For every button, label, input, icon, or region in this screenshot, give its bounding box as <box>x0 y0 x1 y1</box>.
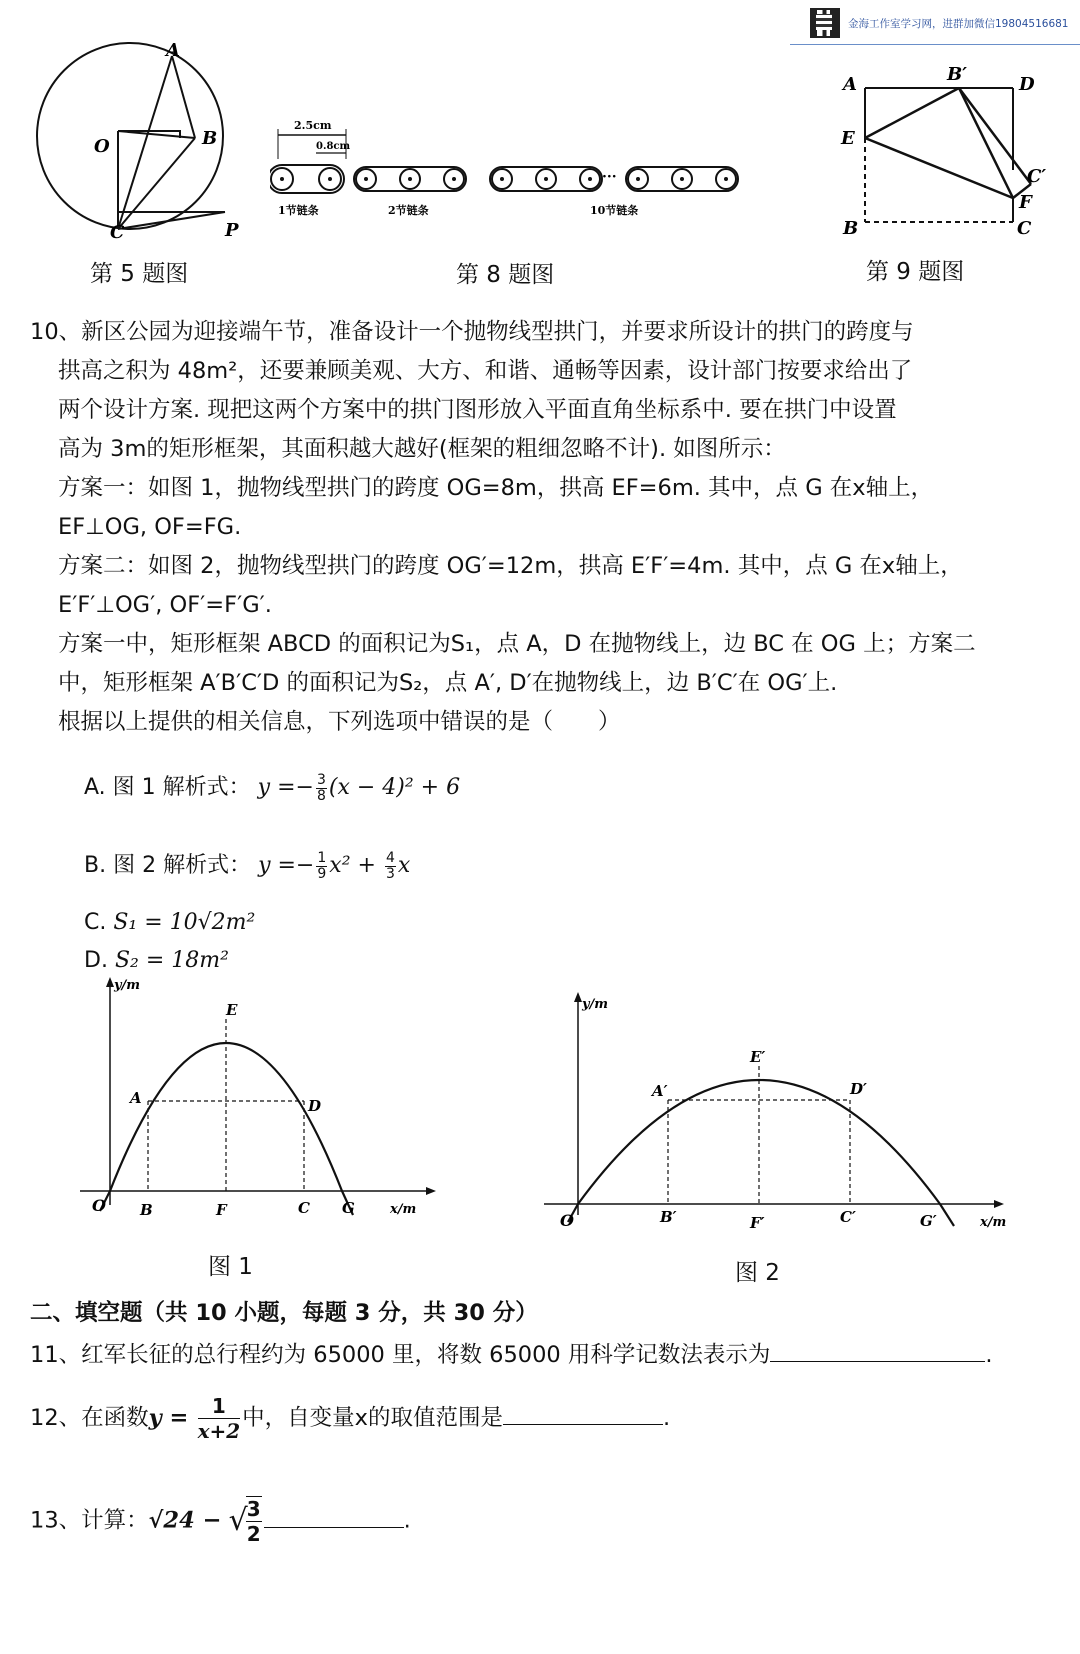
fig1-xlabel: x/m <box>390 1202 417 1217</box>
option-b-num2: 4 <box>385 849 395 866</box>
q13-num: 3 <box>246 1497 261 1521</box>
q12-answer-blank[interactable] <box>503 1424 663 1425</box>
option-b-expr-pre: y =− <box>258 853 315 878</box>
option-a <box>84 770 460 804</box>
q12-post: 中，自变量x的取值范围是 <box>242 1405 503 1431</box>
fig1-label-b: B <box>140 1201 153 1219</box>
q10-line-9: 方案一中，矩形框架 ABCD 的面积记为S₁，点 A，D 在抛物线上，边 BC 在 OG 上；方案二 <box>58 631 976 657</box>
fig8-ellipsis: ··· <box>602 169 617 185</box>
fig2-label-e: E′ <box>750 1048 766 1066</box>
fig8-dim-2: 0.8cm <box>316 141 351 152</box>
fig1-label-f: F <box>216 1201 227 1219</box>
fig1-label-a: A <box>130 1089 142 1107</box>
fig2-ylabel: y/m <box>582 997 609 1012</box>
option-b-den1: 9 <box>317 865 327 882</box>
option-c-label: C. <box>84 910 107 935</box>
fig8-chain-1: 1节链条 <box>278 204 319 217</box>
fig2-label-b: B′ <box>660 1208 677 1226</box>
option-b-label: B. <box>84 853 107 878</box>
fig2-xlabel: x/m <box>980 1215 1007 1230</box>
fig2-label-g: G′ <box>920 1212 937 1230</box>
option-d-expr: S₂ = 18m² <box>114 948 229 973</box>
q10-line-3: 两个设计方案. 现把这两个方案中的拱门图形放入平面直角坐标系中. 要在拱门中设置 <box>58 397 897 423</box>
fig5-label-o: O <box>94 136 110 157</box>
option-b-den2: 3 <box>385 865 395 882</box>
option-c-expr: S₁ = 10√2m² <box>113 910 256 935</box>
fig2-label-f: F′ <box>750 1214 765 1232</box>
option-a-den: 8 <box>316 787 326 804</box>
fig9-label-f: F <box>1019 192 1032 213</box>
q13-expr: √24 − <box>148 1507 222 1534</box>
fig1-label-o: O <box>92 1196 106 1215</box>
figure-9 <box>835 58 1055 248</box>
option-b-expr-post: x <box>397 853 411 878</box>
q11-text: 11、红军长征的总行程约为 65000 里，将数 65000 用科学记数法表示为 <box>30 1342 771 1368</box>
q12-pre: 12、在函数 <box>30 1405 149 1431</box>
q13-answer-blank[interactable] <box>264 1527 404 1528</box>
fig5-caption: 第 5 题图 <box>90 261 189 287</box>
fig8-chain-2: 2节链条 <box>388 204 429 217</box>
q13 <box>30 1496 411 1546</box>
fig1-label-g: G <box>342 1199 355 1217</box>
q13-den: 2 <box>246 1522 261 1546</box>
q10-line-11: 根据以上提供的相关信息，下列选项中错误的是（ ） <box>58 709 621 735</box>
fig9-label-e: E <box>841 128 855 149</box>
q12-y: y = <box>148 1405 189 1431</box>
option-c <box>84 910 255 935</box>
fig9-label-bp: B′ <box>947 64 967 85</box>
option-a-label: A. <box>84 775 106 800</box>
option-a-expr-pre: y =− <box>257 775 314 800</box>
graph-figure-2 <box>540 990 1020 1235</box>
q10-line-8: E′F′⊥OG′, OF′=F′G′. <box>58 592 272 618</box>
qr-code-icon <box>810 8 840 38</box>
graph-figure-1 <box>70 975 440 1225</box>
q10-line-7: 方案二：如图 2，抛物线型拱门的跨度 OG′=12m，拱高 E′F′=4m. 其中，点 G 在x轴上， <box>58 553 963 579</box>
fig1-label-d: D <box>308 1097 322 1115</box>
fig5-label-p: P <box>225 220 239 240</box>
fig2-label-a: A′ <box>652 1082 668 1100</box>
fig5-label-c: C <box>110 222 125 240</box>
fig8-dim-1: 2.5cm <box>294 119 332 132</box>
q10-line-10: 中，矩形框架 A′B′C′D 的面积记为S₂，点 A′, D′在抛物线上，边 B′C′在 OG′上. <box>58 670 838 696</box>
q11-answer-blank[interactable] <box>770 1361 985 1362</box>
fig9-label-a: A <box>843 74 857 95</box>
q12-den: x+2 <box>197 1419 241 1443</box>
fig1-caption: 图 1 <box>208 1254 253 1280</box>
fig1-label-e: E <box>226 1001 238 1019</box>
q13-end: . <box>403 1507 411 1534</box>
fig2-caption: 图 2 <box>735 1260 780 1286</box>
q10-line-2: 拱高之积为 48m²，还要兼顾美观、大方、和谐、通畅等因素，设计部门按要求给出了 <box>58 358 913 384</box>
fig2-label-c: C′ <box>840 1208 856 1226</box>
option-d <box>84 948 229 973</box>
q13-fraction <box>246 1496 262 1546</box>
q12 <box>30 1394 670 1443</box>
option-a-fraction <box>316 773 327 804</box>
fig5-label-b: B <box>202 128 218 149</box>
option-b-mid: x² + <box>329 853 383 878</box>
q10-line-1: 10、新区公园为迎接端午节，准备设计一个抛物线型拱门，并要求所设计的拱门的跨度与 <box>30 319 914 345</box>
option-b <box>84 848 410 882</box>
fig9-label-d: D <box>1019 74 1035 95</box>
fig8-chain-10: 10节链条 <box>590 204 639 217</box>
fig5-label-a: A <box>166 40 180 61</box>
q10-line-4: 高为 3m的矩形框架，其面积越大越好(框架的粗细忽略不计). 如图所示： <box>58 436 786 462</box>
figure-5 <box>30 40 250 240</box>
fig2-label-d: D′ <box>850 1080 867 1098</box>
option-b-text: 图 2 解析式： <box>113 853 252 878</box>
fig1-label-c: C <box>298 1199 310 1217</box>
fig2-label-o: O <box>560 1211 574 1230</box>
figure-8 <box>270 115 790 230</box>
fig9-caption: 第 9 题图 <box>866 259 965 285</box>
q12-end: . <box>663 1405 671 1431</box>
fig9-label-b: B <box>843 218 859 239</box>
header-text: 金海工作室学习网，进群加微信19804516681 <box>848 18 1069 30</box>
q11-end: . <box>985 1342 993 1368</box>
fig1-ylabel: y/m <box>114 978 141 993</box>
fig9-label-cp: C′ <box>1027 166 1047 187</box>
q12-num: 1 <box>198 1394 241 1419</box>
page-header <box>790 4 1080 45</box>
section-2-title: 二、填空题（共 10 小题，每题 3 分，共 30 分） <box>30 1300 538 1326</box>
q10-line-6: EF⊥OG, OF=FG. <box>58 514 242 540</box>
option-b-fraction-1 <box>316 851 327 882</box>
option-a-expr-post: (x − 4)² + 6 <box>328 775 461 800</box>
q13-pre: 13、计算： <box>30 1507 149 1534</box>
q10-line-5: 方案一：如图 1，抛物线型拱门的跨度 OG=8m，拱高 EF=6m. 其中，点 G 在x轴上， <box>58 475 934 501</box>
q12-fraction <box>198 1394 241 1443</box>
option-a-num: 3 <box>316 771 326 788</box>
option-a-text: 图 1 解析式： <box>112 775 251 800</box>
sqrt-icon: √ <box>228 1503 248 1538</box>
option-d-label: D. <box>84 948 108 973</box>
fig8-caption: 第 8 题图 <box>456 262 555 288</box>
q11 <box>30 1336 993 1375</box>
fig9-label-c: C <box>1017 218 1032 239</box>
option-b-num1: 1 <box>317 849 327 866</box>
option-b-fraction-2 <box>385 851 396 882</box>
